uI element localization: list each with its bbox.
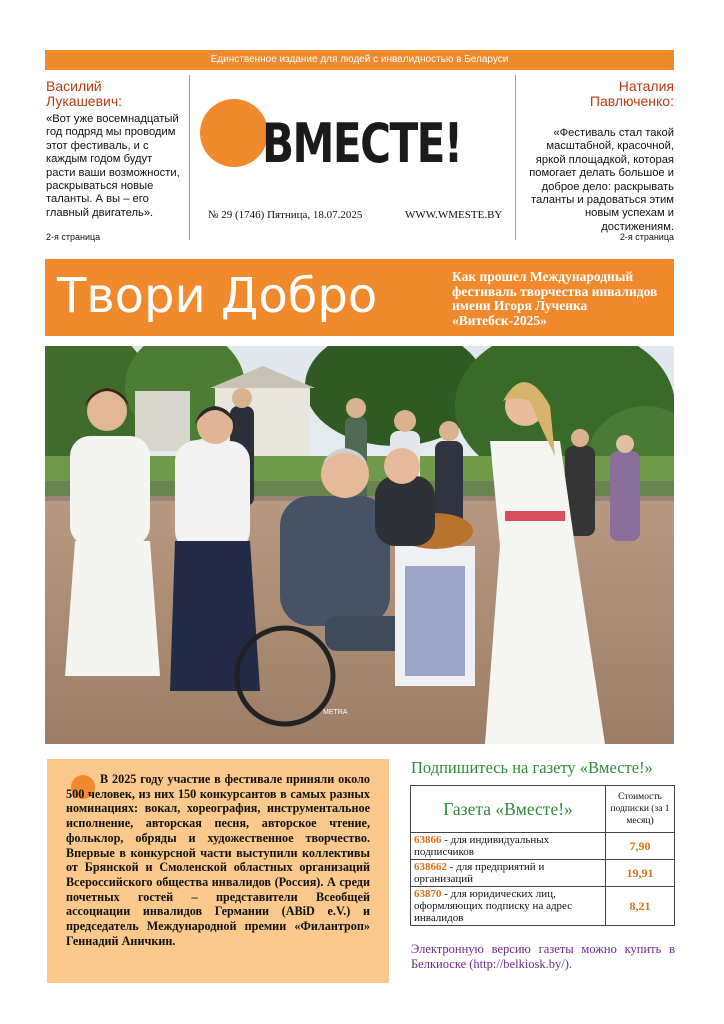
left-quote-author: Василий Лукашевич: (46, 78, 123, 109)
left-page-ref: 2-я страница (46, 232, 101, 242)
subscription-code: 638662 (414, 861, 447, 873)
website: WWW.WMESTE.BY (405, 209, 503, 221)
left-quote-text: «Вот уже восемнадцатый год подряд мы проводим этот фестиваль, и с каждым годом будут расти ваши возможности, раскрываться новые таланты. А вы – его главный двигатель». (46, 113, 180, 219)
subscription-code: 63866 (414, 834, 442, 846)
logo-circle (200, 99, 268, 167)
divider-right (515, 75, 516, 240)
table-row (411, 860, 675, 887)
subscription-heading: Подпишитесь на газету «Вместе!» (411, 758, 653, 777)
festival-photo-illustration (45, 346, 674, 744)
subscription-price: 7,90 (606, 833, 675, 860)
table-row (411, 833, 675, 860)
tagline-bar (45, 50, 674, 70)
divider-left (189, 75, 190, 240)
issue-info: № 29 (1746) Пятница, 18.07.2025 (208, 209, 363, 221)
subscription-desc: - для индивидуальных подписчиков (414, 834, 550, 858)
right-quote-author: Наталия Павлюченко: (589, 78, 674, 109)
table-row (411, 786, 675, 833)
electronic-version-note: Электронную версию газеты можно купить в Белкиоске (http://belkiosk.by/). (411, 942, 675, 971)
table-row (411, 887, 675, 926)
right-page-ref: 2-я страница (619, 232, 674, 242)
right-quote-text: «Фестиваль стал такой масштабной, красочной, яркой площадкой, которая помогает делать большое и доброе дело: раскрывать таланты и радоваться этим новым успехам и достижениям. (529, 127, 674, 233)
hero-subtitle: Как прошел Международный фестиваль творчества инвалидов имени Игоря Лученка «Витебск-2025» (452, 269, 658, 328)
article-text: В 2025 году участие в фестивале приняли около 500 человек, из них 150 конкурсантов в самых разных номинациях: вокал, хореография, инструментальное исполнение, авторская песня, авторское чтение, фольклор, обряды и художественное творчество. Впервые в конкурсной части выступили коллективы от Брянской и Смоленской областных организаций Всероссийского общества инвалидов (Россия). А среди почетных гостей – представители Всеобщей ассоциации инвалидов Германии (ABiD e.V.) и председатель Международной премии «Филантроп» Геннадий Аничкин. (66, 772, 370, 948)
subscription-table (410, 785, 675, 926)
table-title: Газета «Вместе!» (411, 786, 606, 833)
cost-header: Стоимость подписки (за 1 месяц) (606, 786, 675, 833)
wheelchair-label: METRA (323, 709, 348, 716)
tagline: Единственное издание для людей с инвалидностью в Беларуси (210, 54, 509, 65)
hero-title: Твори Добро (57, 268, 378, 324)
subscription-desc: - для юридических лиц, оформляющих подписку на адрес инвалидов (414, 888, 573, 924)
subscription-code: 63870 (414, 888, 442, 900)
logo-title: ВМЕСТЕ! (262, 112, 462, 175)
main-photo (45, 346, 674, 744)
subscription-price: 19,91 (606, 860, 675, 887)
subscription-price: 8,21 (606, 887, 675, 926)
subscription-desc: - для предприятий и организаций (414, 861, 545, 885)
